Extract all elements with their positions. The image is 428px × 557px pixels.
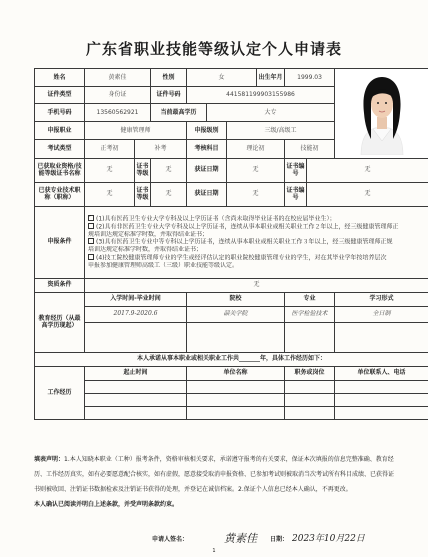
education-value: 大专	[207, 104, 335, 122]
work-col-position: 职务或岗位	[285, 366, 335, 380]
work-empty-cell	[85, 393, 187, 406]
qualification-cert-label: 已获取业资格/技能等级证书名称	[35, 158, 85, 182]
sex-value: 女	[187, 69, 257, 87]
title-number-label: 证书编号	[285, 182, 307, 206]
edu-empty-cell	[285, 322, 335, 352]
conditions-label: 申报条件	[35, 206, 85, 278]
qualification-number-value: 无	[307, 158, 428, 182]
qualification-date-value: 无	[227, 158, 285, 182]
phone-value: 13560562921	[85, 104, 151, 122]
sex-label: 性别	[151, 69, 187, 87]
work-empty-cell	[335, 393, 428, 406]
name-label: 姓名	[35, 69, 85, 87]
edu-empty-cell	[187, 322, 285, 352]
occupation-label: 申报职业	[35, 122, 85, 140]
id-number-value: 441581199903155986	[187, 86, 335, 104]
checkbox-icon[interactable]	[88, 215, 94, 221]
edu-empty-cell	[335, 322, 428, 352]
work-empty-cell	[85, 406, 187, 419]
conditions-list	[85, 206, 428, 278]
edu-empty-cell	[85, 322, 187, 352]
title-date-label: 获证日期	[187, 182, 227, 206]
signature-value: 黄素佳	[224, 532, 257, 545]
id-photo	[335, 69, 428, 159]
page-title: 广东省职业技能等级认定个人申请表	[85, 40, 342, 58]
edu-col-period: 入学时间-毕业时间	[85, 292, 187, 306]
declaration-text: 1.本人知晓本职业（工种）报考条件，资格审核相关要求，承诺遵守报考的有关要求，保证本次填报的信息完整准确、教育经历、工作经历真实，如有必要愿意配合核实，如有虚假，愿意接受取消申报资格、已参加考试则被取消当次考试所有科目成绩、已获得证书则被收回、注销证书数据检索及注销证书获得的处理，并登记在诚信档案。2.保证个人信息已经本人确认，不再更改。	[34, 456, 395, 493]
exam-type-makeup: 补考	[135, 139, 187, 158]
work-empty-cell	[285, 393, 335, 406]
work-empty-cell	[85, 380, 187, 393]
id-type-value: 身份证	[85, 86, 151, 104]
work-empty-cell	[335, 406, 428, 419]
work-empty-cell	[187, 393, 285, 406]
work-empty-cell	[187, 406, 285, 419]
condition-item[interactable]: (2)具有非医药卫生专业大学专科及以上学历证书，连续从事本职业或相关职业工作２年以上，经三级健康管理师正	[88, 223, 425, 231]
title-grade-value: 无	[151, 182, 187, 206]
condition-item-cont: 规培训达规定标准学时数，并取得结业证书；	[88, 230, 209, 238]
level-value: 三级/高级工	[227, 122, 335, 140]
signature-label: 申请人签名：	[152, 536, 189, 543]
condition-item[interactable]: (4)技工院校健康管理师专业的学生或经评估认定的职业院校健康管理专业的学生，对在其毕业学年按培养层次	[88, 254, 425, 262]
title-cert-value: 无	[85, 182, 135, 206]
id-number-label: 证件号码	[151, 86, 187, 104]
assets-value: 无	[85, 278, 428, 292]
education-history-label: 教育经历（从最高学历现起）	[35, 292, 85, 352]
birth-label: 出生年月	[257, 69, 285, 87]
condition-item[interactable]: (3)具有医药卫生专业中等专科以上学历证书，连续从事本职业或相关职业工作３年以上，经三级健康管理师正规	[88, 238, 425, 246]
work-col-contact: 单位联系人、电话	[335, 366, 428, 380]
declaration-confirm: 本人确认已阅读并明白上述条款，并受声明条款约束。	[34, 501, 179, 508]
phone-label: 手机号码	[35, 104, 85, 122]
level-label: 申报级别	[187, 122, 227, 140]
edu-school-value: 韶关学院	[187, 306, 285, 322]
condition-item[interactable]: ✓(1)具有医药卫生专业大学专科及以上学历证书（含尚未取得毕业证书的在校应届毕业生）；	[88, 215, 425, 223]
work-empty-cell	[285, 380, 335, 393]
qualification-cert-value: 无	[85, 158, 135, 182]
edu-major-value: 医学检验技术	[285, 306, 335, 322]
qualification-date-label: 获证日期	[187, 158, 227, 182]
qualification-grade-label: 证书等级	[135, 158, 151, 182]
condition-item-cont: 培训达规定标准学时数，并取得结业证书；	[88, 246, 203, 254]
occupation-value: 健康管理师	[85, 122, 187, 140]
work-empty-cell	[285, 406, 335, 419]
title-grade-label: 证书等级	[135, 182, 151, 206]
edu-period-value: 2017.9-2020.6	[85, 306, 187, 322]
page-number: 1	[212, 548, 216, 554]
checkbox-icon[interactable]	[88, 238, 94, 244]
work-empty-cell	[187, 380, 285, 393]
exam-type-first: 正考初	[85, 139, 135, 158]
subject-skill: 技能初	[285, 139, 335, 158]
declaration	[34, 452, 398, 512]
work-col-period: 起止时间	[85, 366, 187, 380]
edu-col-school: 院校	[187, 292, 285, 306]
date-value: 2023年10月22日	[292, 534, 365, 544]
name-value: 黄素佳	[85, 69, 151, 87]
work-years-statement: 本人承诺从事本职业或相关职业工作共_______年，具体工作经历如下：	[35, 352, 428, 366]
edu-col-mode: 学习形式	[335, 292, 428, 306]
declaration-head: 填表声明：	[34, 456, 65, 463]
qualification-grade-value: 无	[151, 158, 187, 182]
work-empty-cell	[335, 380, 428, 393]
subject-label: 考核科目	[187, 139, 227, 158]
birth-value: 1999.03	[285, 69, 335, 87]
checkbox-icon[interactable]	[88, 223, 94, 229]
signature-row	[34, 530, 398, 548]
portrait-photo	[335, 69, 428, 155]
assets-label: 资质条件	[35, 278, 85, 292]
condition-item-cont: 申报参加健康管理师高级工（三级）职业技能等级认定。	[88, 261, 239, 269]
title-number-value: 无	[307, 182, 428, 206]
qualification-number-label: 证书编号	[285, 158, 307, 182]
education-label: 当前最高学历	[151, 104, 207, 122]
exam-type-label: 考试类型	[35, 139, 85, 158]
title-date-value: 无	[227, 182, 285, 206]
work-col-company: 单位名称	[187, 366, 285, 380]
application-form-table	[34, 68, 428, 420]
work-history-label: 工作经历	[35, 366, 85, 419]
title-cert-label: 已获专业技术职称（职称）	[35, 182, 85, 206]
subject-theory: 理论初	[227, 139, 285, 158]
date-label: 日期：	[270, 536, 289, 543]
checkbox-icon[interactable]	[88, 254, 94, 260]
id-type-label: 证件类型	[35, 86, 85, 104]
edu-col-major: 专业	[285, 292, 335, 306]
edu-mode-value: 全日制	[335, 306, 428, 322]
